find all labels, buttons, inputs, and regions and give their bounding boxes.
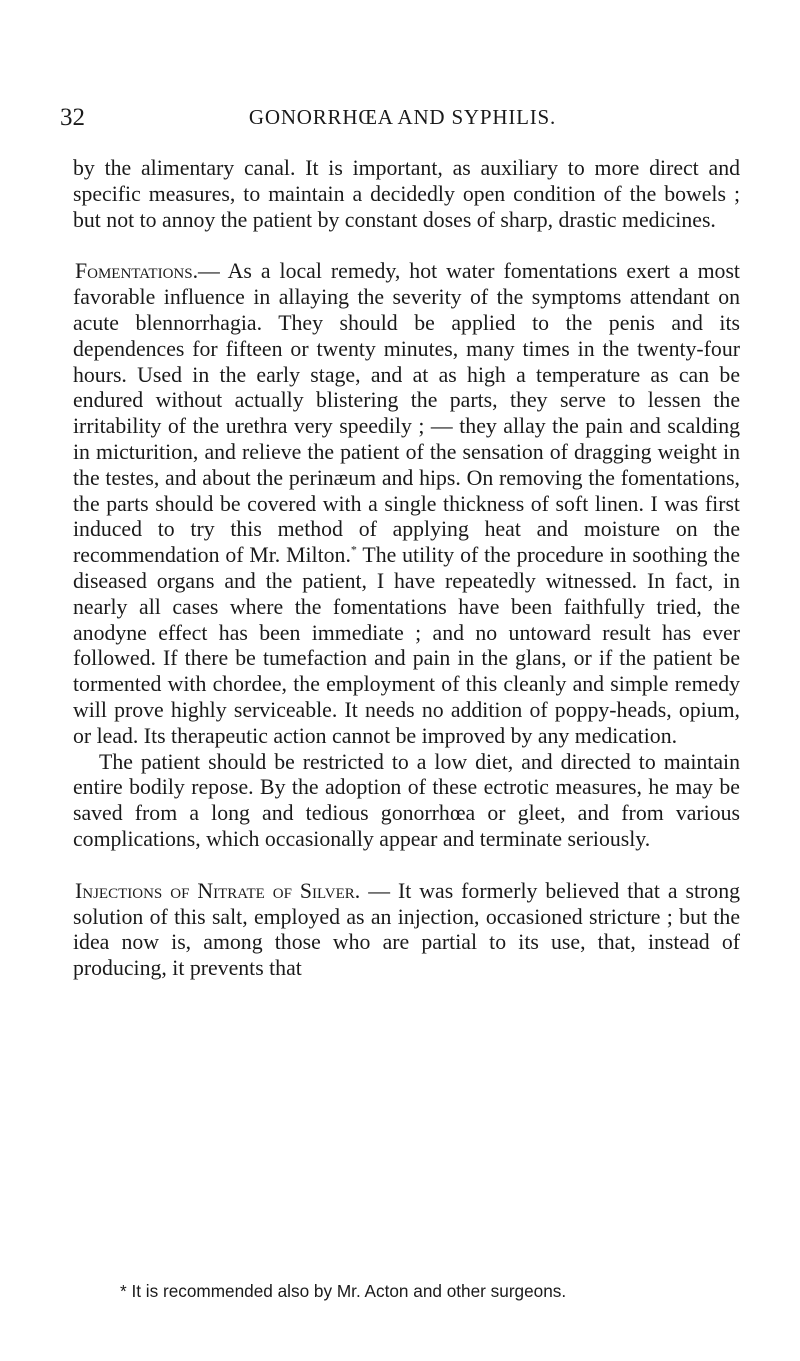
paragraph-text: — As a local remedy, hot water fomentations exert a most favorable influence in allaying the severity of the symptoms attendant on acute blennorrhagia. They should be applied to the penis and its dependences for fifteen or twenty minutes, many times in the twenty-four hours. Used in the early stage, and at as high a temperature as can be endured without actually blistering the parts, they serve to lessen the irritability of the urethra very speedily ; — they allay the pain and scalding in micturition, and relieve the patient of the sensation of dragging weight in the testes, and about the perinæum and hips. On removing the fomentations, the parts should be covered with a single thickness of soft linen. I was first induced to try this method of applying heat and moisture on the recommendation of Mr. Milton. <box>73 259 740 568</box>
paragraph-diet <box>73 750 740 853</box>
section-heading-injections: Injections of Nitrate of Silver. <box>75 878 361 903</box>
page-number: 32 <box>60 104 85 131</box>
paragraph-text: by the alimentary canal. It is important, as auxiliary to more direct and specific measures, to maintain a decidedly open condition of the bowels ; but not to annoy the patient by constant doses of sharp, drastic medicines. <box>73 156 740 232</box>
section-heading-fomentations: Fomentations. <box>75 259 199 284</box>
paragraph-text: — It was formerly believed that a strong solution of this salt, employed as an injection, occasioned stricture ; but the idea now is, among those who are partial to its use, that, instead of producing, it prevents that <box>73 878 740 981</box>
running-title: GONORRHŒA AND SYPHILIS. <box>248 105 557 129</box>
paragraph-fomentations <box>73 259 740 749</box>
footnote-marker: * <box>350 542 357 557</box>
running-head <box>60 104 745 134</box>
paragraph-text: The utility of the procedure in soothing the diseased organs and the patient, I have repeatedly witnessed. In fact, in nearly all cases where the fomentations have been faithfully tried, the anodyne effect has been immediate ; and no untoward result has ever followed. If there be tumefaction and pain in the glans, or if the patient be tormented with chordee, the employment of this cleanly and simple remedy will prove highly serviceable. It needs no addition of poppy-heads, opium, or lead. Its therapeutic action cannot be improved by any medication. <box>73 543 740 748</box>
body-text <box>73 156 740 982</box>
footnote: * It is recommended also by Mr. Acton and other surgeons. <box>120 1281 567 1301</box>
paragraph-text: The patient should be restricted to a low diet, and directed to maintain entire bodily repose. By the adoption of these ectrotic measures, he may be saved from a long and tedious gonorrhœa or gleet, and from various complications, which occasionally appear and terminate seriously. <box>73 749 740 851</box>
paragraph-alimentary <box>73 156 740 233</box>
paragraph-injections <box>73 879 740 982</box>
